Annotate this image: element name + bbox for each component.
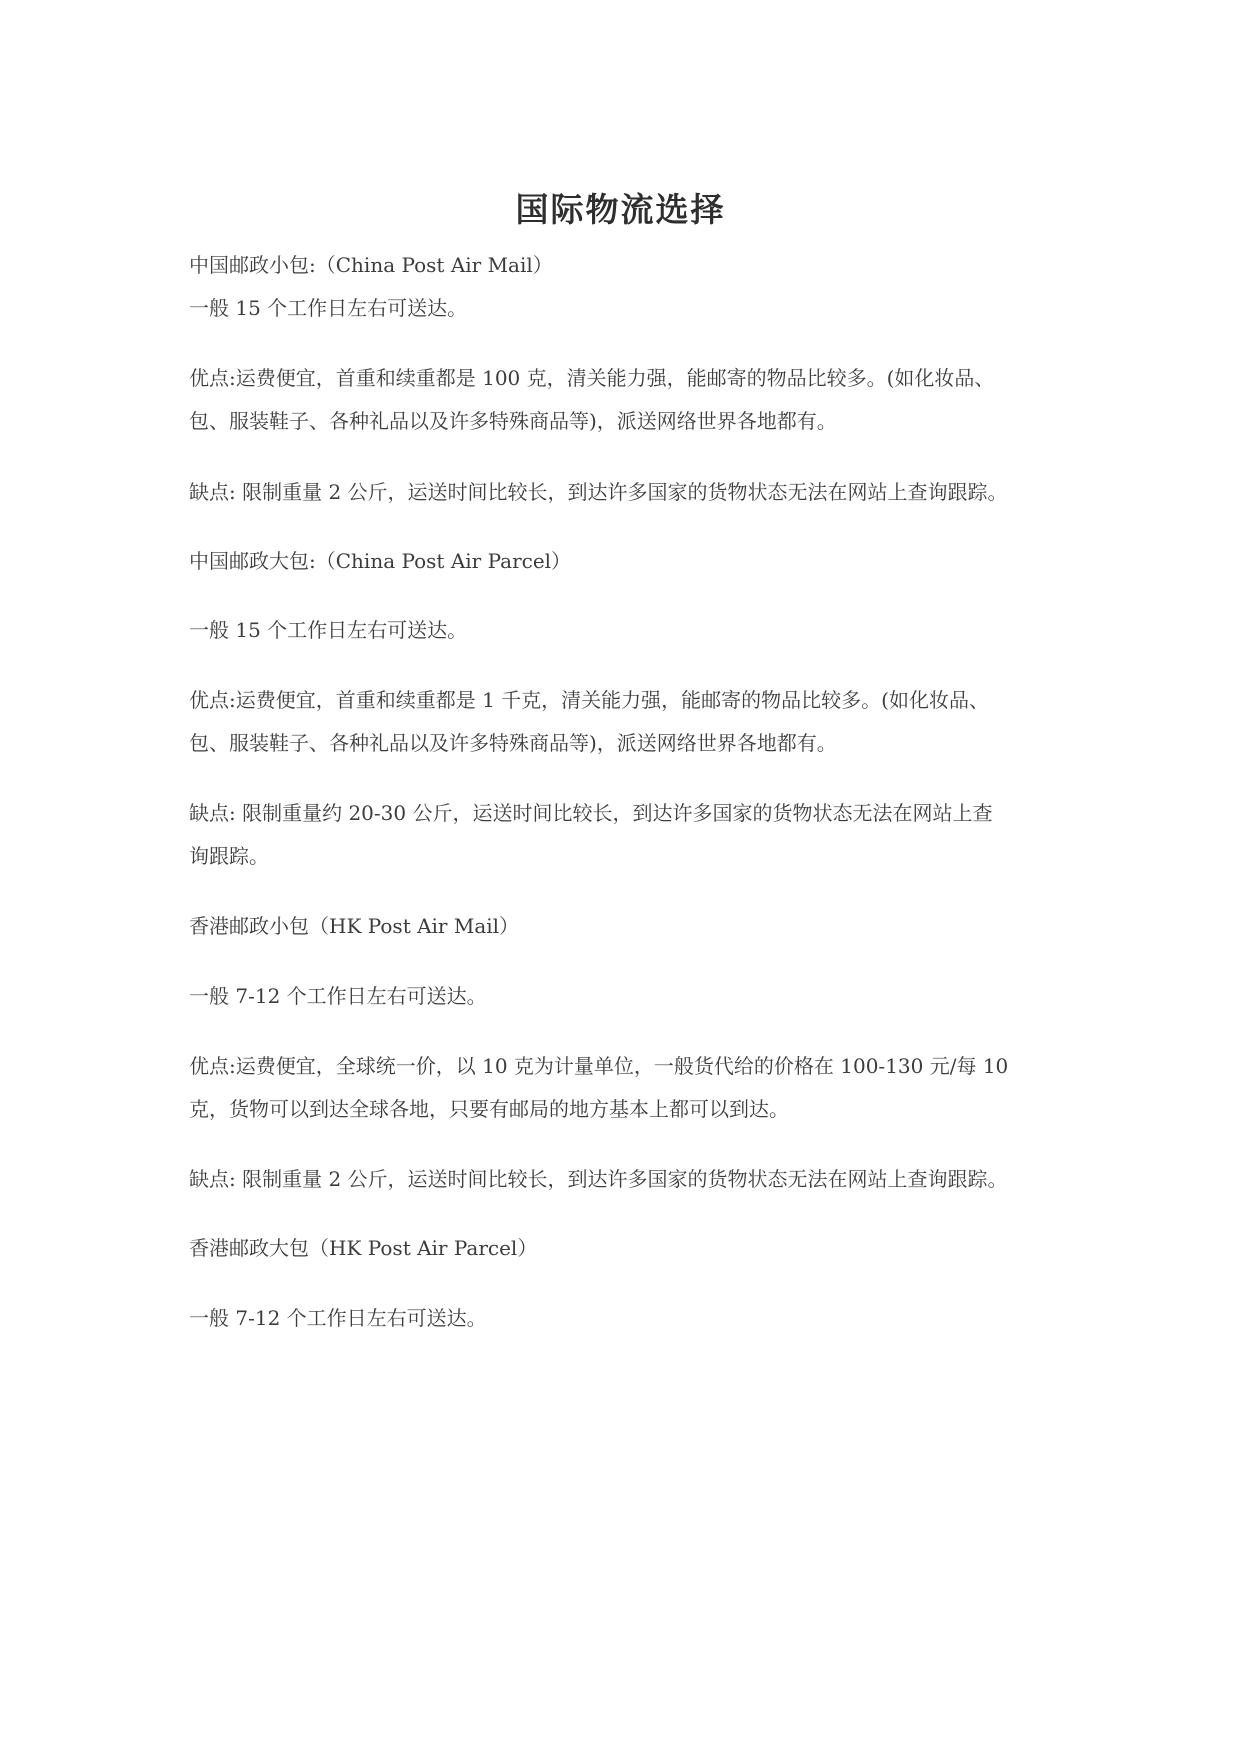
- advantages-line-continued: 包、服装鞋子、各种礼品以及许多特殊商品等)，派送网络世界各地都有。: [189, 731, 837, 755]
- section-heading-china-post-air-mail: 中国邮政小包:（China Post Air Mail）: [189, 253, 553, 277]
- section-heading-china-post-air-parcel: 中国邮政大包:（China Post Air Parcel）: [189, 549, 572, 573]
- advantages-line-continued: 克，货物可以到达全球各地，只要有邮局的地方基本上都可以到达。: [189, 1097, 789, 1121]
- advantages-line: 优点:运费便宜，首重和续重都是 100 克，清关能力强，能邮寄的物品比较多。(如化妆品、: [189, 366, 995, 390]
- document-title: 国际物流选择: [515, 190, 726, 229]
- disadvantages-line: 缺点: 限制重量 2 公斤，运送时间比较长，到达许多国家的货物状态无法在网站上查询跟踪。: [189, 1167, 1008, 1191]
- disadvantages-line: 缺点: 限制重量约 20-30 公斤，运送时间比较长，到达许多国家的货物状态无法在网站上查: [189, 801, 993, 825]
- delivery-time-line: 一般 7-12 个工作日左右可送达。: [189, 1306, 487, 1330]
- advantages-line: 优点:运费便宜，首重和续重都是 1 千克，清关能力强，能邮寄的物品比较多。(如化妆品、: [189, 688, 989, 712]
- delivery-time-line: 一般 15 个工作日左右可送达。: [189, 296, 468, 320]
- advantages-line-continued: 包、服装鞋子、各种礼品以及许多特殊商品等)，派送网络世界各地都有。: [189, 409, 837, 433]
- advantages-line: 优点:运费便宜，全球统一价，以 10 克为计量单位，一般货代给的价格在 100-130 元/每 10: [189, 1054, 1009, 1078]
- section-heading-hk-post-air-mail: 香港邮政小包（HK Post Air Mail）: [189, 914, 520, 938]
- disadvantages-line-continued: 询跟踪。: [189, 844, 269, 868]
- delivery-time-line: 一般 15 个工作日左右可送达。: [189, 618, 468, 642]
- disadvantages-line: 缺点: 限制重量 2 公斤，运送时间比较长，到达许多国家的货物状态无法在网站上查询跟踪。: [189, 480, 1008, 504]
- section-heading-hk-post-air-parcel: 香港邮政大包（HK Post Air Parcel）: [189, 1236, 538, 1260]
- delivery-time-line: 一般 7-12 个工作日左右可送达。: [189, 984, 487, 1008]
